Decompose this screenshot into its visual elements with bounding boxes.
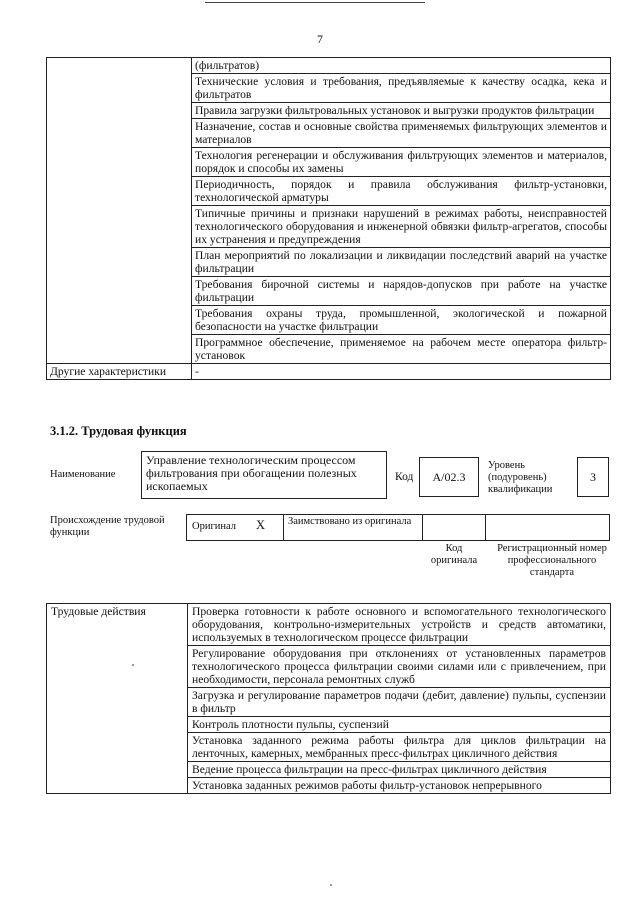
table-row [47,364,611,380]
origin-divider [485,514,486,541]
origin-divider [422,514,423,541]
knowledge-label-cell [47,58,192,364]
knowledge-item: Типичные причины и признаки нарушений в режимах работы, неисправностей технологического оборудования и инженерной обвязки фильтр-агрегатов, способы их устранения и предупреждения [192,206,611,248]
top-rule [205,2,425,3]
knowledge-item: Технические условия и требования, предъявляемые к качеству осадка, кека и фильтратов [192,74,611,103]
knowledge-item: Правила загрузки фильтровальных установок и выгрузки продуктов фильтрации [192,103,611,119]
actions-table [46,603,611,794]
knowledge-item: Программное обеспечение, применяемое на рабочем месте оператора фильтр-установок [192,335,611,364]
action-item: Контроль плотности пульпы, суспензий [188,717,611,733]
original-mark: X [256,518,266,532]
code-label: Код [395,471,414,483]
registration-caption: Регистрационный номер профессионального стандарта [497,543,607,578]
name-label: Наименование [50,469,116,480]
function-code-box [419,457,479,497]
action-item: Установка заданного режима работы фильтра для циклов фильтрации на ленточных, камерных, мембранных пресс-фильтрах цикличного действия [188,733,611,762]
action-item: Установка заданных режимов работы фильтр-установок непрерывного [188,778,611,794]
action-item: Загрузка и регулирование параметров подачи (дебит, давление) пульпы, суспензии в фильтр [188,688,611,717]
origin-label: Происхождение трудовой функции [50,515,165,538]
knowledge-item: Назначение, состав и основные свойства применяемых фильтрующих элементов и материалов [192,119,611,148]
action-item: Ведение процесса фильтрации на пресс-фильтрах цикличного действия [188,762,611,778]
function-code-value: А/02.3 [432,470,466,484]
knowledge-table [46,57,611,380]
action-item: Регулирование оборудования при отклонениях от установленных параметров технологического процесса фильтрации своими силами или с привлечением, при необходимости, персонала ремонтных служб [188,646,611,688]
level-label: Уровень (подуровень) квалификации [488,460,553,495]
other-characteristics-label: Другие характеристики [47,364,192,380]
function-name-box [141,451,387,499]
scan-speck [132,664,134,666]
level-value: 3 [590,470,596,484]
knowledge-item: Периодичность, порядок и правила обслуживания фильтр-установки, технологической арматуры [192,177,611,206]
function-name-value: Управление технологическим процессом фильтрования при обогащении полезных ископаемых [146,453,357,493]
action-item: Проверка готовности к работе основного и вспомогательного технологического оборудования, контрольно-измерительных устройств и средств автоматики, используемых в технологическом процессе фильтрации [188,604,611,646]
original-label: Оригинал [192,521,236,532]
knowledge-item: Требования охраны труда, промышленной, экологической и пожарной безопасности на участке фильтрации [192,306,611,335]
knowledge-item: (фильтратов) [192,58,611,74]
section-heading: 3.1.2. Трудовая функция [50,424,187,438]
knowledge-item: План мероприятий по локализации и ликвидации последствий аварий на участке фильтрации [192,248,611,277]
page-number: 7 [317,32,323,46]
code-caption: Код оригинала [430,543,478,566]
level-box [577,457,609,497]
table-row [47,604,611,646]
knowledge-item: Требования бирочной системы и нарядов-допусков при работе на участке фильтрации [192,277,611,306]
other-characteristics-value: - [192,364,611,380]
actions-label: Трудовые действия [47,604,188,794]
scan-speck [330,884,332,886]
origin-divider [283,514,284,541]
knowledge-item: Технология регенерации и обслуживания фильтрующих элементов и материалов, порядок и способы их замены [192,148,611,177]
table-row [47,58,611,74]
borrowed-label: Заимствовано из оригинала [288,516,412,527]
